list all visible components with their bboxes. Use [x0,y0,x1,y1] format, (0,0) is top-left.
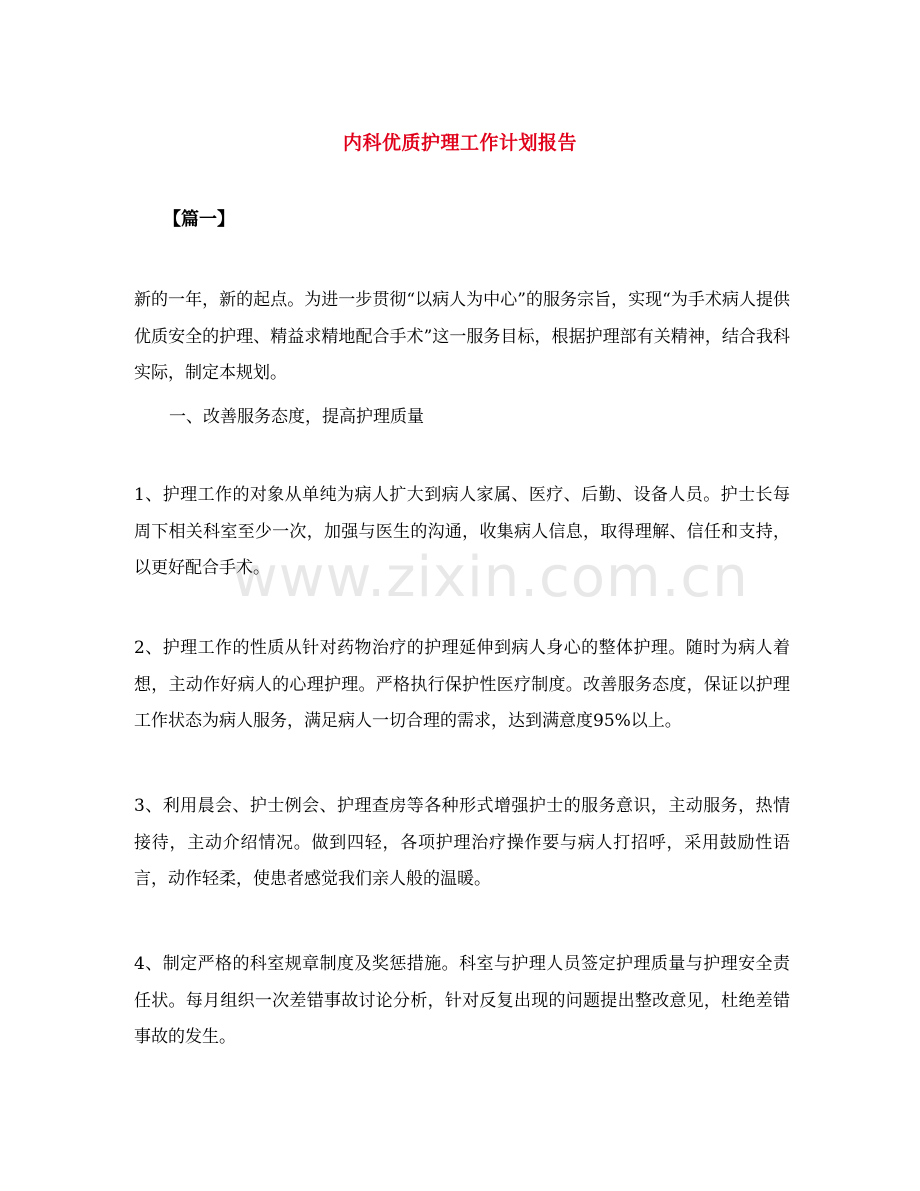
intro-paragraph: 新的一年，新的起点。为进一步贯彻“以病人为中心”的服务宗旨，实现“为手术病人提供优质安全的护理、精益求精地配合手术”这一服务目标，根据护理部有关精神，结合我科实际，制定本规划。 [134,290,790,383]
section-heading: 一、改善服务态度，提高护理质量 [169,407,424,427]
watermark: www.zixin.com.cn [232,545,749,610]
section-tag: 【篇一】 [163,209,235,230]
list-item: 3、利用晨会、护士例会、护理查房等各种形式增强护士的服务意识，主动服务，热情接待，主动介绍情况。做到四轻，各项护理治疗操作要与病人打招呼，采用鼓励性语言，动作轻柔，使患者感觉我们亲人般的温暖。 [134,796,790,889]
document-title: 内科优质护理工作计划报告 [342,132,577,154]
list-item: 1、护理工作的对象从单纯为病人扩大到病人家属、医疗、后勤、设备人员。护士长每周下相关科室至少一次，加强与医生的沟通，收集病人信息，取得理解、信任和支持，以更好配合手术。 [134,485,790,578]
list-item: 2、护理工作的性质从针对药物治疗的护理延伸到病人身心的整体护理。随时为病人着想，主动作好病人的心理护理。严格执行保护性医疗制度。改善服务态度，保证以护理工作状态为病人服务，满足病人一切合理的需求，达到满意度95%以上。 [134,638,790,731]
list-item: 4、制定严格的科室规章制度及奖惩措施。科室与护理人员签定护理质量与护理安全责任状。每月组织一次差错事故讨论分析，针对反复出现的问题提出整改意见，杜绝差错事故的发生。 [134,954,790,1047]
